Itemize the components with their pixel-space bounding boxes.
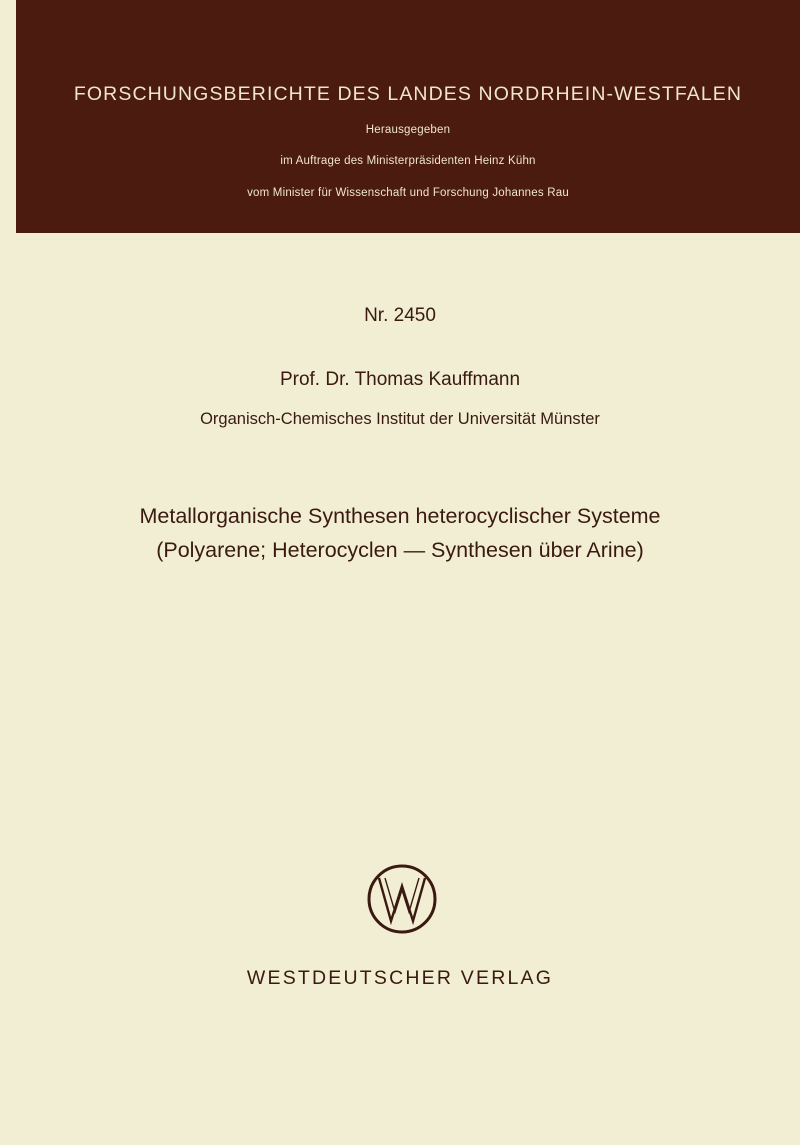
author-name: Prof. Dr. Thomas Kauffmann — [279, 369, 521, 390]
title-line-1: Metallorganische Synthesen heterocyclischer Systeme — [139, 504, 661, 528]
header-band — [16, 0, 800, 233]
publisher-name: WESTDEUTSCHER VERLAG — [246, 967, 554, 989]
publisher-w-logo-icon — [367, 864, 437, 934]
report-number: Nr. 2450 — [364, 305, 436, 326]
header-line-minister: vom Minister für Wissenschaft und Forschung Johannes Rau — [247, 187, 569, 199]
header-line-commission: im Auftrage des Ministerpräsidenten Heinz Kühn — [280, 155, 536, 167]
author-institute: Organisch-Chemisches Institut der Universität Münster — [200, 410, 600, 428]
series-title: FORSCHUNGSBERICHTE DES LANDES NORDRHEIN-WESTFALEN — [73, 83, 743, 105]
title-line-2: (Polyarene; Heterocyclen — Synthesen über Arine) — [156, 538, 644, 562]
header-line-editor: Herausgegeben — [365, 124, 451, 136]
